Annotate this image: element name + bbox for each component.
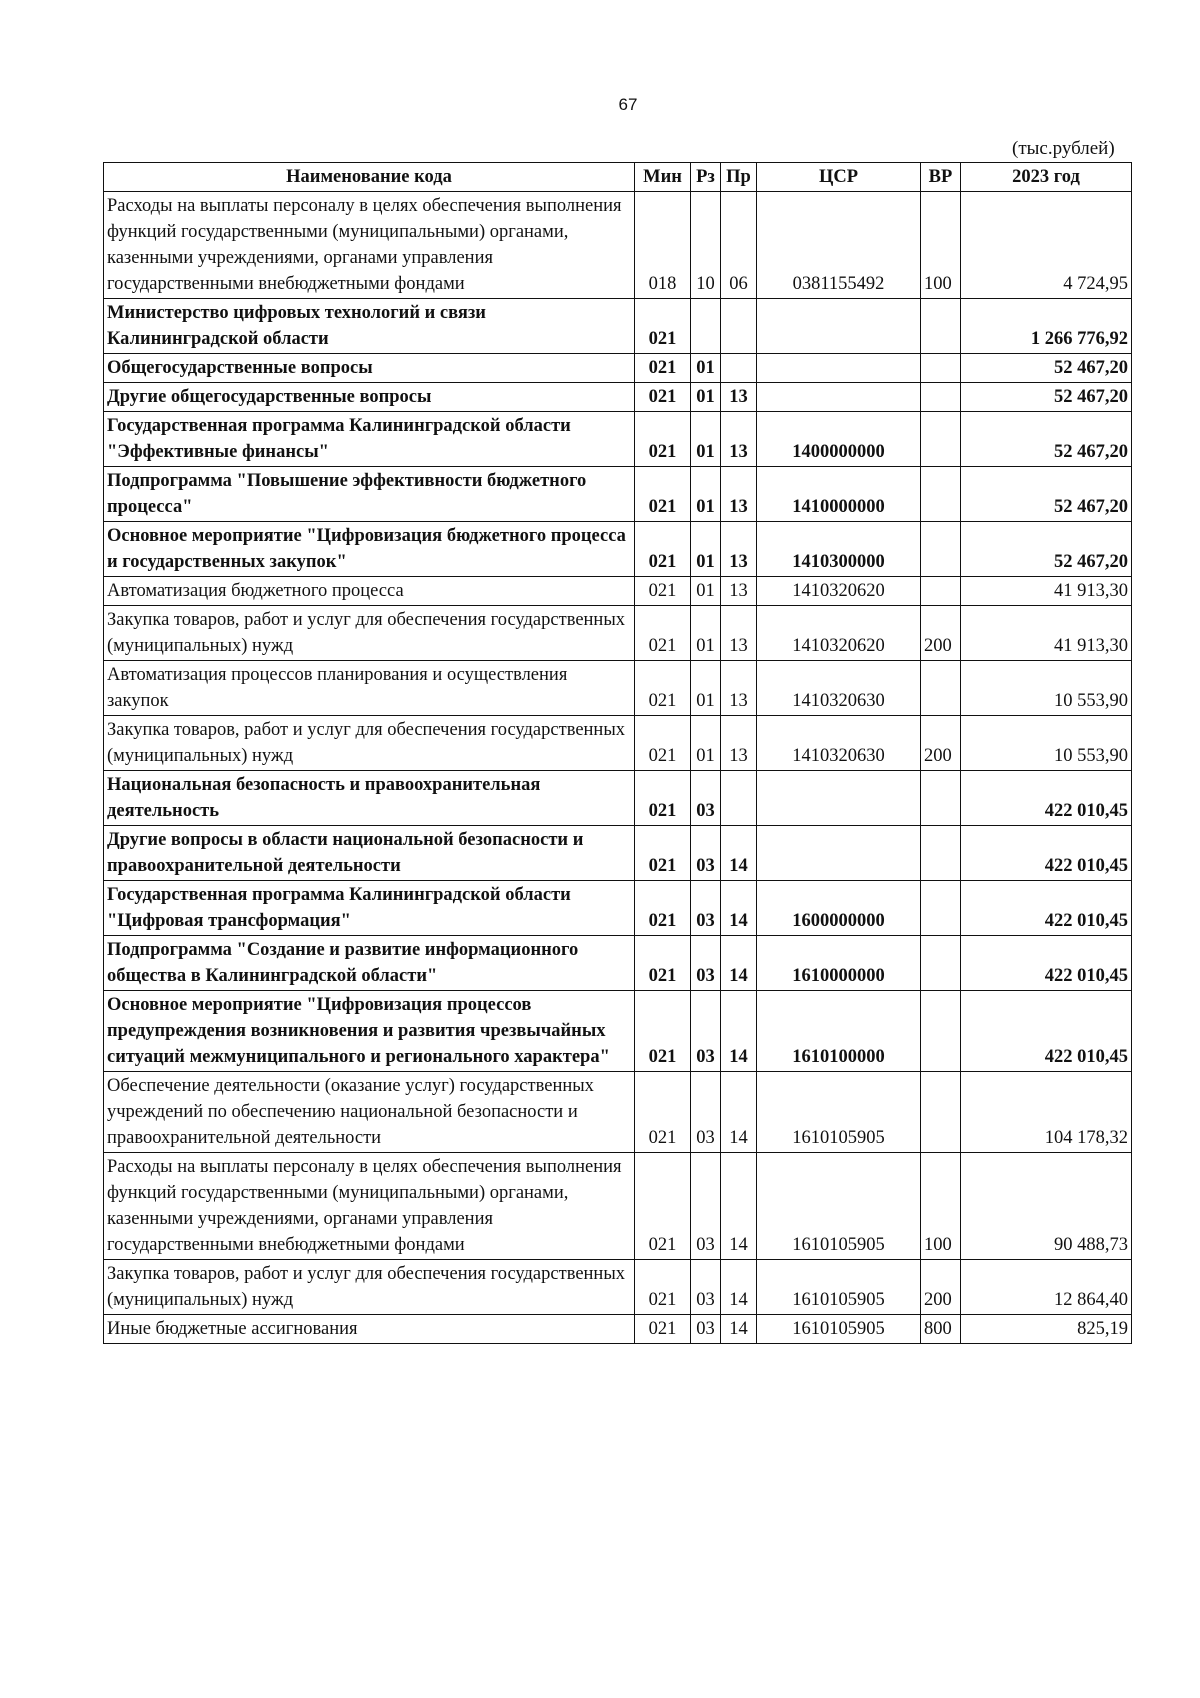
cell-amount: 422 010,45	[961, 991, 1132, 1072]
cell-name: Иные бюджетные ассигнования	[104, 1315, 635, 1344]
cell-pr: 13	[721, 467, 757, 522]
cell-name: Закупка товаров, работ и услуг для обеспечения государственных (муниципальных) нужд	[104, 716, 635, 771]
cell-min: 021	[635, 467, 691, 522]
budget-table	[103, 162, 1132, 1344]
cell-vr	[921, 577, 961, 606]
cell-name: Национальная безопасность и правоохранительная деятельность	[104, 771, 635, 826]
cell-vr: 100	[921, 1153, 961, 1260]
cell-rz: 03	[691, 1260, 721, 1315]
cell-vr: 100	[921, 192, 961, 299]
cell-csr	[757, 299, 921, 354]
cell-name: Закупка товаров, работ и услуг для обеспечения государственных (муниципальных) нужд	[104, 1260, 635, 1315]
cell-csr: 1610105905	[757, 1260, 921, 1315]
cell-csr: 1410000000	[757, 467, 921, 522]
cell-min: 021	[635, 1072, 691, 1153]
cell-name: Закупка товаров, работ и услуг для обеспечения государственных (муниципальных) нужд	[104, 606, 635, 661]
table-row	[104, 383, 1132, 412]
cell-rz: 01	[691, 412, 721, 467]
cell-csr	[757, 826, 921, 881]
cell-name: Государственная программа Калининградской области "Эффективные финансы"	[104, 412, 635, 467]
cell-amount: 825,19	[961, 1315, 1132, 1344]
cell-pr: 13	[721, 606, 757, 661]
table-row	[104, 661, 1132, 716]
cell-name: Расходы на выплаты персоналу в целях обеспечения выполнения функций государственными (муниципальными) органами, казенными учреждениями, органами управления государственными внебюджетными фондами	[104, 1153, 635, 1260]
cell-vr	[921, 522, 961, 577]
cell-rz: 03	[691, 1072, 721, 1153]
cell-pr	[721, 354, 757, 383]
table-row	[104, 354, 1132, 383]
cell-pr	[721, 771, 757, 826]
cell-csr: 1410320630	[757, 661, 921, 716]
cell-csr: 1600000000	[757, 881, 921, 936]
cell-csr: 1610000000	[757, 936, 921, 991]
cell-name: Другие общегосударственные вопросы	[104, 383, 635, 412]
cell-amount: 52 467,20	[961, 383, 1132, 412]
cell-amount: 41 913,30	[961, 606, 1132, 661]
cell-rz: 01	[691, 354, 721, 383]
table-row	[104, 1260, 1132, 1315]
cell-vr	[921, 1072, 961, 1153]
cell-vr	[921, 467, 961, 522]
cell-vr: 200	[921, 1260, 961, 1315]
cell-csr	[757, 383, 921, 412]
cell-amount: 422 010,45	[961, 826, 1132, 881]
cell-amount: 12 864,40	[961, 1260, 1132, 1315]
cell-min: 021	[635, 716, 691, 771]
cell-rz	[691, 299, 721, 354]
cell-vr	[921, 991, 961, 1072]
cell-vr: 200	[921, 716, 961, 771]
cell-csr: 1610105905	[757, 1315, 921, 1344]
cell-csr: 1410320630	[757, 716, 921, 771]
cell-csr: 1610105905	[757, 1072, 921, 1153]
table-row	[104, 412, 1132, 467]
cell-vr	[921, 299, 961, 354]
cell-pr: 13	[721, 522, 757, 577]
column-header-name: Наименование кода	[104, 163, 635, 192]
cell-amount: 422 010,45	[961, 771, 1132, 826]
cell-name: Расходы на выплаты персоналу в целях обеспечения выполнения функций государственными (муниципальными) органами, казенными учреждениями, органами управления государственными внебюджетными фондами	[104, 192, 635, 299]
cell-min: 021	[635, 606, 691, 661]
cell-pr: 13	[721, 577, 757, 606]
cell-rz: 10	[691, 192, 721, 299]
cell-pr: 14	[721, 1315, 757, 1344]
table-row	[104, 771, 1132, 826]
cell-amount: 41 913,30	[961, 577, 1132, 606]
cell-min: 021	[635, 991, 691, 1072]
cell-name: Общегосударственные вопросы	[104, 354, 635, 383]
cell-name: Обеспечение деятельности (оказание услуг) государственных учреждений по обеспечению национальной безопасности и правоохранительной деятельности	[104, 1072, 635, 1153]
cell-rz: 01	[691, 383, 721, 412]
cell-vr	[921, 881, 961, 936]
table-row	[104, 1072, 1132, 1153]
cell-rz: 03	[691, 1315, 721, 1344]
cell-rz: 01	[691, 716, 721, 771]
table-row	[104, 716, 1132, 771]
cell-vr	[921, 771, 961, 826]
cell-rz: 03	[691, 771, 721, 826]
cell-rz: 01	[691, 606, 721, 661]
table-row	[104, 991, 1132, 1072]
cell-min: 021	[635, 881, 691, 936]
cell-min: 021	[635, 1315, 691, 1344]
cell-amount: 422 010,45	[961, 881, 1132, 936]
table-row	[104, 192, 1132, 299]
cell-amount: 52 467,20	[961, 467, 1132, 522]
cell-pr: 14	[721, 1153, 757, 1260]
cell-pr: 14	[721, 991, 757, 1072]
header-row	[104, 163, 1132, 192]
cell-amount: 104 178,32	[961, 1072, 1132, 1153]
cell-rz: 01	[691, 661, 721, 716]
cell-min: 021	[635, 577, 691, 606]
units-label: (тыс.рублей)	[1012, 138, 1115, 159]
table-row	[104, 1315, 1132, 1344]
cell-csr: 1410320620	[757, 577, 921, 606]
cell-amount: 52 467,20	[961, 522, 1132, 577]
cell-pr: 13	[721, 716, 757, 771]
cell-vr	[921, 412, 961, 467]
cell-name: Автоматизация бюджетного процесса	[104, 577, 635, 606]
cell-vr	[921, 383, 961, 412]
cell-rz: 01	[691, 522, 721, 577]
cell-pr: 14	[721, 881, 757, 936]
cell-name: Министерство цифровых технологий и связи Калининградской области	[104, 299, 635, 354]
cell-name: Подпрограмма "Создание и развитие информационного общества в Калининградской области"	[104, 936, 635, 991]
table-row	[104, 826, 1132, 881]
cell-csr: 1400000000	[757, 412, 921, 467]
table-row	[104, 881, 1132, 936]
cell-pr: 13	[721, 412, 757, 467]
cell-min: 021	[635, 354, 691, 383]
cell-csr: 1610100000	[757, 991, 921, 1072]
cell-vr: 200	[921, 606, 961, 661]
cell-rz: 01	[691, 467, 721, 522]
table-row	[104, 606, 1132, 661]
cell-vr	[921, 661, 961, 716]
cell-min: 021	[635, 412, 691, 467]
cell-name: Другие вопросы в области национальной безопасности и правоохранительной деятельности	[104, 826, 635, 881]
cell-min: 021	[635, 771, 691, 826]
cell-min: 021	[635, 299, 691, 354]
table-row	[104, 522, 1132, 577]
table-row	[104, 936, 1132, 991]
column-header-vr: ВР	[921, 163, 961, 192]
cell-name: Основное мероприятие "Цифровизация процессов предупреждения возникновения и развития чрезвычайных ситуаций межмуниципального и регионального характера"	[104, 991, 635, 1072]
cell-min: 021	[635, 1260, 691, 1315]
column-header-csr: ЦСР	[757, 163, 921, 192]
cell-pr: 13	[721, 661, 757, 716]
table-row	[104, 1153, 1132, 1260]
cell-vr	[921, 354, 961, 383]
cell-csr	[757, 354, 921, 383]
cell-rz: 03	[691, 826, 721, 881]
cell-amount: 90 488,73	[961, 1153, 1132, 1260]
cell-name: Государственная программа Калининградской области "Цифровая трансформация"	[104, 881, 635, 936]
cell-csr: 1610105905	[757, 1153, 921, 1260]
column-header-min: Мин	[635, 163, 691, 192]
cell-amount: 52 467,20	[961, 354, 1132, 383]
cell-name: Основное мероприятие "Цифровизация бюджетного процесса и государственных закупок"	[104, 522, 635, 577]
cell-rz: 03	[691, 991, 721, 1072]
page-number: 67	[618, 95, 638, 114]
column-header-pr: Пр	[721, 163, 757, 192]
cell-min: 021	[635, 1153, 691, 1260]
cell-pr: 14	[721, 1072, 757, 1153]
table-row	[104, 577, 1132, 606]
cell-pr: 14	[721, 826, 757, 881]
cell-csr: 1410320620	[757, 606, 921, 661]
table-row	[104, 467, 1132, 522]
cell-csr	[757, 771, 921, 826]
cell-vr	[921, 826, 961, 881]
cell-rz: 03	[691, 1153, 721, 1260]
cell-pr: 06	[721, 192, 757, 299]
cell-name: Подпрограмма "Повышение эффективности бюджетного процесса"	[104, 467, 635, 522]
cell-rz: 03	[691, 881, 721, 936]
table-row	[104, 299, 1132, 354]
cell-amount: 422 010,45	[961, 936, 1132, 991]
column-header-year: 2023 год	[961, 163, 1132, 192]
cell-min: 021	[635, 522, 691, 577]
cell-csr: 1410300000	[757, 522, 921, 577]
cell-rz: 03	[691, 936, 721, 991]
cell-min: 021	[635, 383, 691, 412]
cell-vr	[921, 936, 961, 991]
cell-rz: 01	[691, 577, 721, 606]
cell-min: 018	[635, 192, 691, 299]
cell-pr: 14	[721, 1260, 757, 1315]
cell-amount: 10 553,90	[961, 661, 1132, 716]
cell-name: Автоматизация процессов планирования и осуществления закупок	[104, 661, 635, 716]
cell-amount: 10 553,90	[961, 716, 1132, 771]
cell-pr: 14	[721, 936, 757, 991]
cell-pr: 13	[721, 383, 757, 412]
cell-csr: 0381155492	[757, 192, 921, 299]
column-header-rz: Рз	[691, 163, 721, 192]
cell-amount: 4 724,95	[961, 192, 1132, 299]
cell-amount: 1 266 776,92	[961, 299, 1132, 354]
cell-amount: 52 467,20	[961, 412, 1132, 467]
cell-pr	[721, 299, 757, 354]
cell-min: 021	[635, 661, 691, 716]
cell-min: 021	[635, 826, 691, 881]
cell-min: 021	[635, 936, 691, 991]
cell-vr: 800	[921, 1315, 961, 1344]
